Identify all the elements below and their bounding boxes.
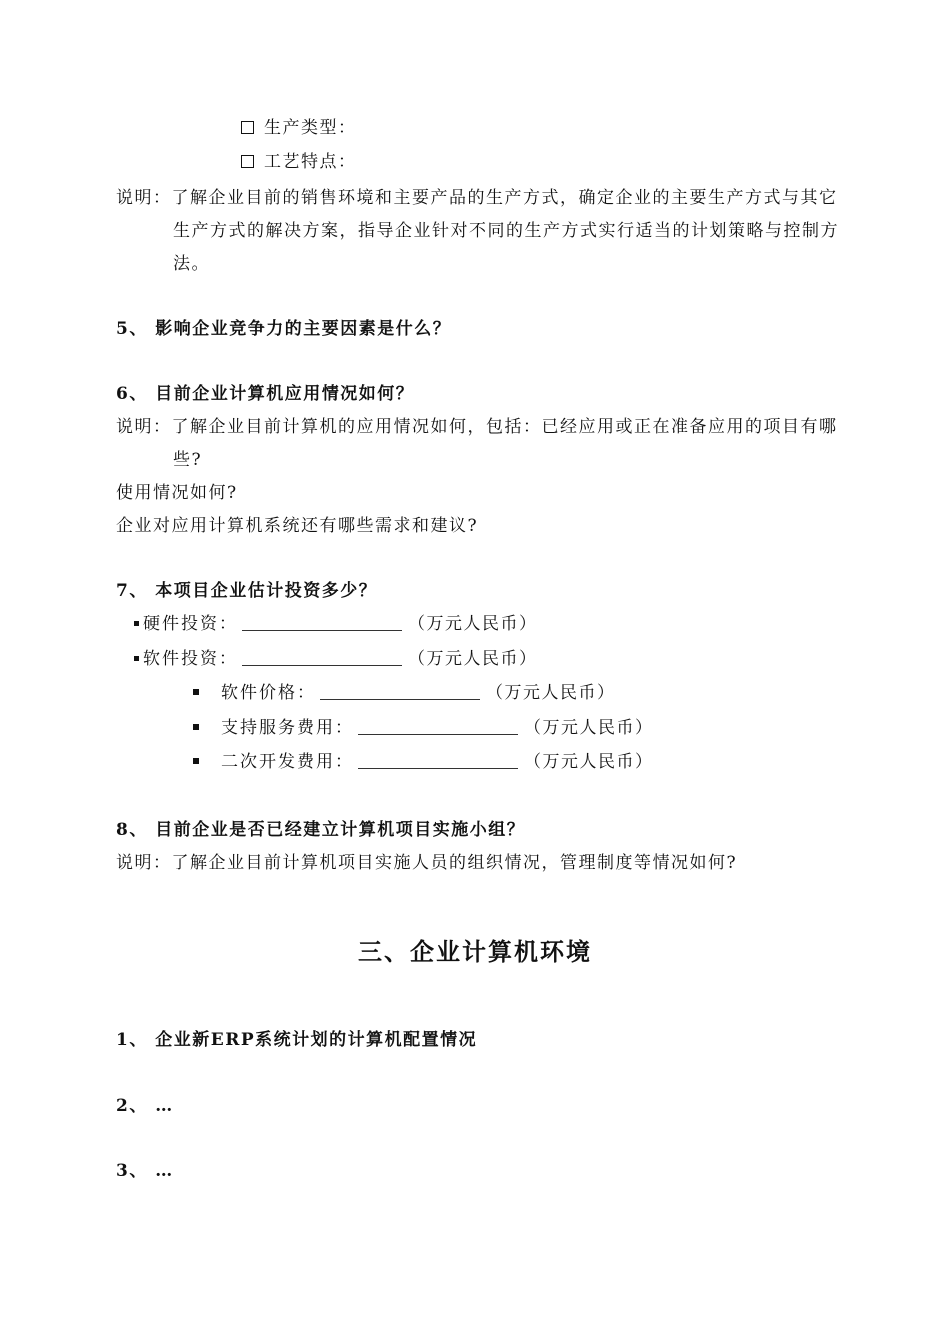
question-6: 6、 目前企业计算机应用情况如何？ xyxy=(116,384,415,404)
support-fee-row xyxy=(193,717,654,739)
note-line: 法。 xyxy=(173,254,210,274)
software-price-field[interactable] xyxy=(320,683,480,700)
dev-fee-label: 二次开发费用： xyxy=(221,752,354,772)
checkbox-icon[interactable] xyxy=(241,155,254,168)
dev-fee-row xyxy=(193,751,654,773)
checkbox-label: 工艺特点： xyxy=(264,152,357,172)
question-5: 5、 影响企业竞争力的主要因素是什么？ xyxy=(116,319,452,339)
question-7: 7、 本项目企业估计投资多少？ xyxy=(116,581,378,601)
bullet-icon xyxy=(193,689,199,695)
checkbox-item-process-features xyxy=(241,151,357,173)
bullet-icon xyxy=(134,656,139,661)
checkbox-icon[interactable] xyxy=(241,121,254,134)
checkbox-item-production-type xyxy=(241,117,357,139)
unit-label: （万元人民币） xyxy=(408,649,538,669)
unit-label: （万元人民币） xyxy=(408,614,538,634)
software-investment-row xyxy=(134,648,538,670)
note-line: 生产方式的解决方案，指导企业针对不同的生产方式实行适当的计划策略与控制方 xyxy=(173,221,839,241)
software-label: 软件投资： xyxy=(143,649,238,669)
unit-label: （万元人民币） xyxy=(524,718,654,738)
hardware-investment-row xyxy=(134,613,538,635)
section-item: 3、 … xyxy=(116,1161,174,1181)
support-fee-label: 支持服务费用： xyxy=(221,718,354,738)
note-line: 说明：了解企业目前的销售环境和主要产品的生产方式，确定企业的主要生产方式与其它 xyxy=(116,188,838,208)
question-8: 8、 目前企业是否已经建立计算机项目实施小组？ xyxy=(116,820,526,840)
unit-label: （万元人民币） xyxy=(486,683,616,703)
section-item: 2、 … xyxy=(116,1096,174,1116)
note-line: 使用情况如何? xyxy=(116,483,238,503)
unit-label: （万元人民币） xyxy=(524,752,654,772)
software-price-row xyxy=(193,682,616,704)
bullet-icon xyxy=(193,724,199,730)
support-fee-field[interactable] xyxy=(358,718,518,735)
software-price-label: 软件价格： xyxy=(221,683,316,703)
bullet-icon xyxy=(134,621,139,626)
note-line: 些? xyxy=(173,450,203,470)
bullet-icon xyxy=(193,758,199,764)
section-item: 1、 企业新ERP系统计划的计算机配置情况 xyxy=(116,1030,478,1050)
checkbox-label: 生产类型： xyxy=(264,118,357,138)
note-line: 说明：了解企业目前计算机项目实施人员的组织情况，管理制度等情况如何? xyxy=(116,853,738,873)
note-line: 说明：了解企业目前计算机的应用情况如何，包括：已经应用或正在准备应用的项目有哪 xyxy=(116,417,838,437)
note-line: 企业对应用计算机系统还有哪些需求和建议? xyxy=(116,516,479,536)
hardware-amount-field[interactable] xyxy=(242,614,402,631)
dev-fee-field[interactable] xyxy=(358,752,518,769)
hardware-label: 硬件投资： xyxy=(143,614,238,634)
software-amount-field[interactable] xyxy=(242,649,402,666)
section-title: 三、企业计算机环境 xyxy=(358,937,592,966)
